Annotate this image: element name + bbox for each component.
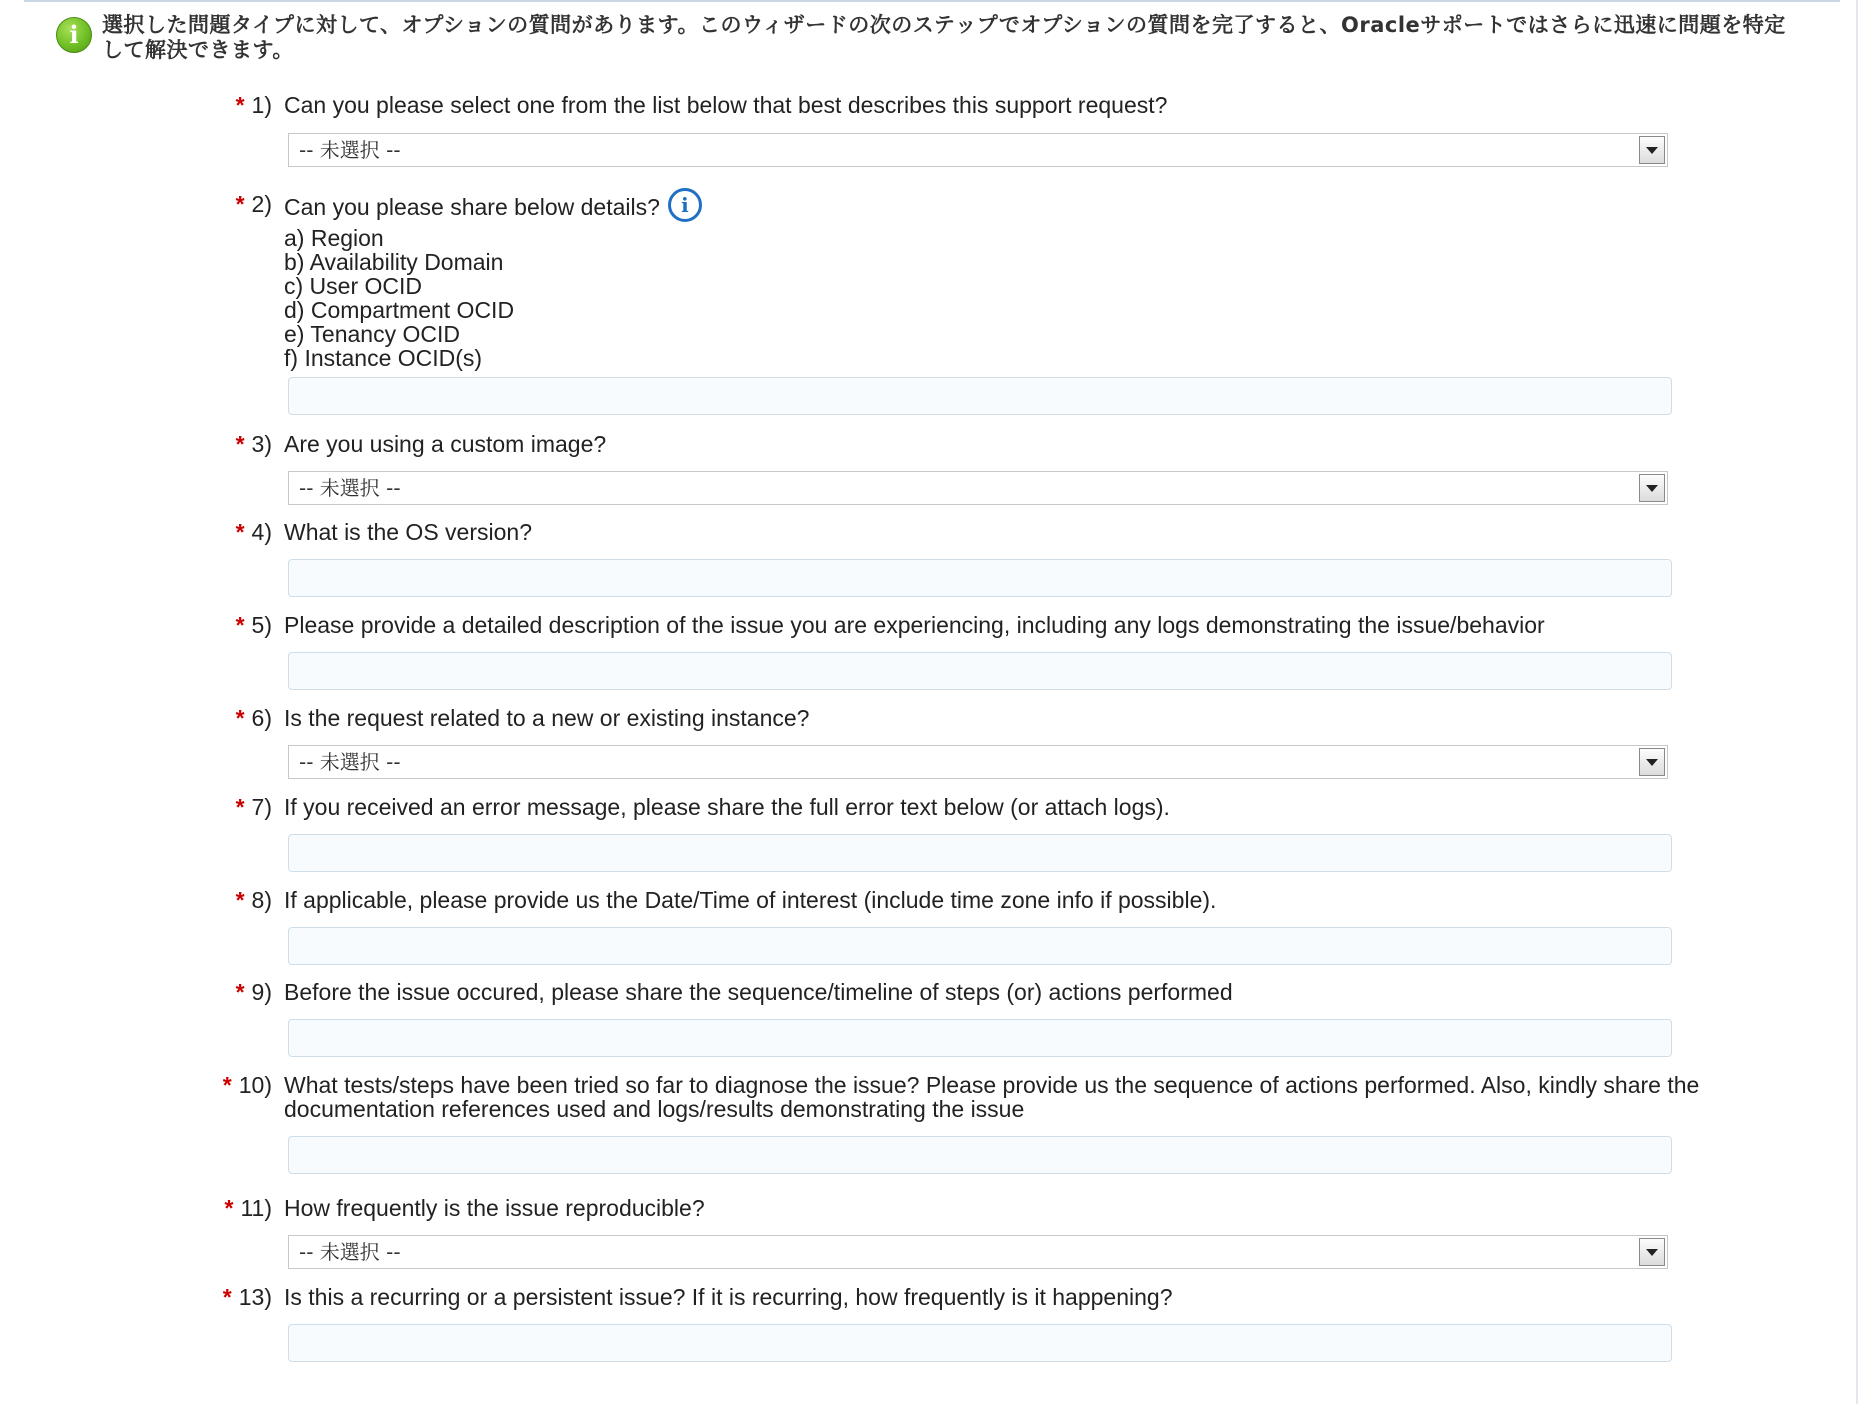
required-marker: * xyxy=(235,794,245,820)
chevron-down-icon[interactable] xyxy=(1639,474,1665,502)
question-11-select[interactable] xyxy=(288,1235,1668,1269)
question-1-select[interactable] xyxy=(288,133,1668,167)
required-marker: * xyxy=(222,1284,232,1310)
question-number: * 7) xyxy=(235,794,272,820)
question-label: What tests/steps have been tried so far to diagnose the issue? Please provide us the sequence of actions performed. Also, kindly share the documentation references used and logs/results demonstrating the issue xyxy=(284,1072,1700,1122)
select-value: -- 未選択 -- xyxy=(299,138,401,162)
required-marker: * xyxy=(222,1072,232,1098)
question-number: * 2) xyxy=(235,191,272,217)
select-value: -- 未選択 -- xyxy=(299,750,401,774)
required-marker: * xyxy=(235,705,245,731)
question-label: What is the OS version? xyxy=(284,519,532,545)
chevron-down-icon[interactable] xyxy=(1639,1238,1665,1266)
question-number: * 4) xyxy=(235,519,272,545)
detail-list xyxy=(284,226,1784,370)
required-marker: * xyxy=(224,1195,234,1221)
list-item: e) Tenancy OCID xyxy=(284,321,460,347)
question-label xyxy=(284,192,1784,370)
required-marker: * xyxy=(235,887,245,913)
question-number: * 6) xyxy=(235,705,272,731)
question-label: Can you please select one from the list below that best describes this support request? xyxy=(284,92,1168,118)
question-number: * 13) xyxy=(222,1284,272,1310)
question-number: * 11) xyxy=(224,1195,272,1221)
question-label: If you received an error message, please share the full error text below (or attach logs). xyxy=(284,794,1170,820)
question-6-select[interactable] xyxy=(288,745,1668,779)
question-number: * 5) xyxy=(235,612,272,638)
chevron-down-icon[interactable] xyxy=(1639,748,1665,776)
question-7-input[interactable] xyxy=(288,834,1672,872)
question-label: Please provide a detailed description of the issue you are experiencing, including any logs demonstrating the issue/behavior xyxy=(284,612,1545,638)
question-3-select[interactable] xyxy=(288,471,1668,505)
question-label: Are you using a custom image? xyxy=(284,431,607,457)
required-marker: * xyxy=(235,519,245,545)
list-item: b) Availability Domain xyxy=(284,249,504,275)
info-icon: i xyxy=(56,17,92,53)
required-marker: * xyxy=(235,979,245,1005)
question-label: Before the issue occured, please share the sequence/timeline of steps (or) actions performed xyxy=(284,979,1233,1005)
required-marker: * xyxy=(235,191,245,217)
question-8-input[interactable] xyxy=(288,927,1672,965)
list-item: f) Instance OCID(s) xyxy=(284,345,483,371)
question-4-input[interactable] xyxy=(288,559,1672,597)
info-banner xyxy=(56,13,1796,63)
question-number: * 9) xyxy=(235,979,272,1005)
question-label-text: Can you please share below details? xyxy=(284,194,660,221)
list-item: d) Compartment OCID xyxy=(284,297,515,323)
question-number: * 8) xyxy=(235,887,272,913)
question-number: * 3) xyxy=(235,431,272,457)
question-5-input[interactable] xyxy=(288,652,1672,690)
required-marker: * xyxy=(235,431,245,457)
question-13-input[interactable] xyxy=(288,1324,1672,1362)
chevron-down-icon[interactable] xyxy=(1639,136,1665,164)
question-10-input[interactable] xyxy=(288,1136,1672,1174)
question-label: If applicable, please provide us the Date/Time of interest (include time zone info if possible). xyxy=(284,887,1217,913)
question-label: Is this a recurring or a persistent issue? If it is recurring, how frequently is it happening? xyxy=(284,1284,1173,1310)
question-number: * 10) xyxy=(222,1072,272,1098)
question-2-input[interactable] xyxy=(288,377,1672,415)
required-marker: * xyxy=(235,92,245,118)
info-banner-text: 選択した問題タイプに対して、オプションの質問があります。このウィザードの次のステップでオプションの質問を完了すると、Oracleサポートではさらに迅速に問題を特定して解決できます。 xyxy=(102,13,1786,62)
list-item: c) User OCID xyxy=(284,273,422,299)
question-number: * 1) xyxy=(235,92,272,118)
top-divider xyxy=(24,0,1840,2)
select-value: -- 未選択 -- xyxy=(299,476,401,500)
required-marker: * xyxy=(235,612,245,638)
question-label: How frequently is the issue reproducible? xyxy=(284,1195,705,1221)
question-label: Is the request related to a new or existing instance? xyxy=(284,705,810,731)
info-help-icon[interactable]: i xyxy=(668,188,702,222)
question-9-input[interactable] xyxy=(288,1019,1672,1057)
list-item: a) Region xyxy=(284,225,384,251)
select-value: -- 未選択 -- xyxy=(299,1240,401,1264)
